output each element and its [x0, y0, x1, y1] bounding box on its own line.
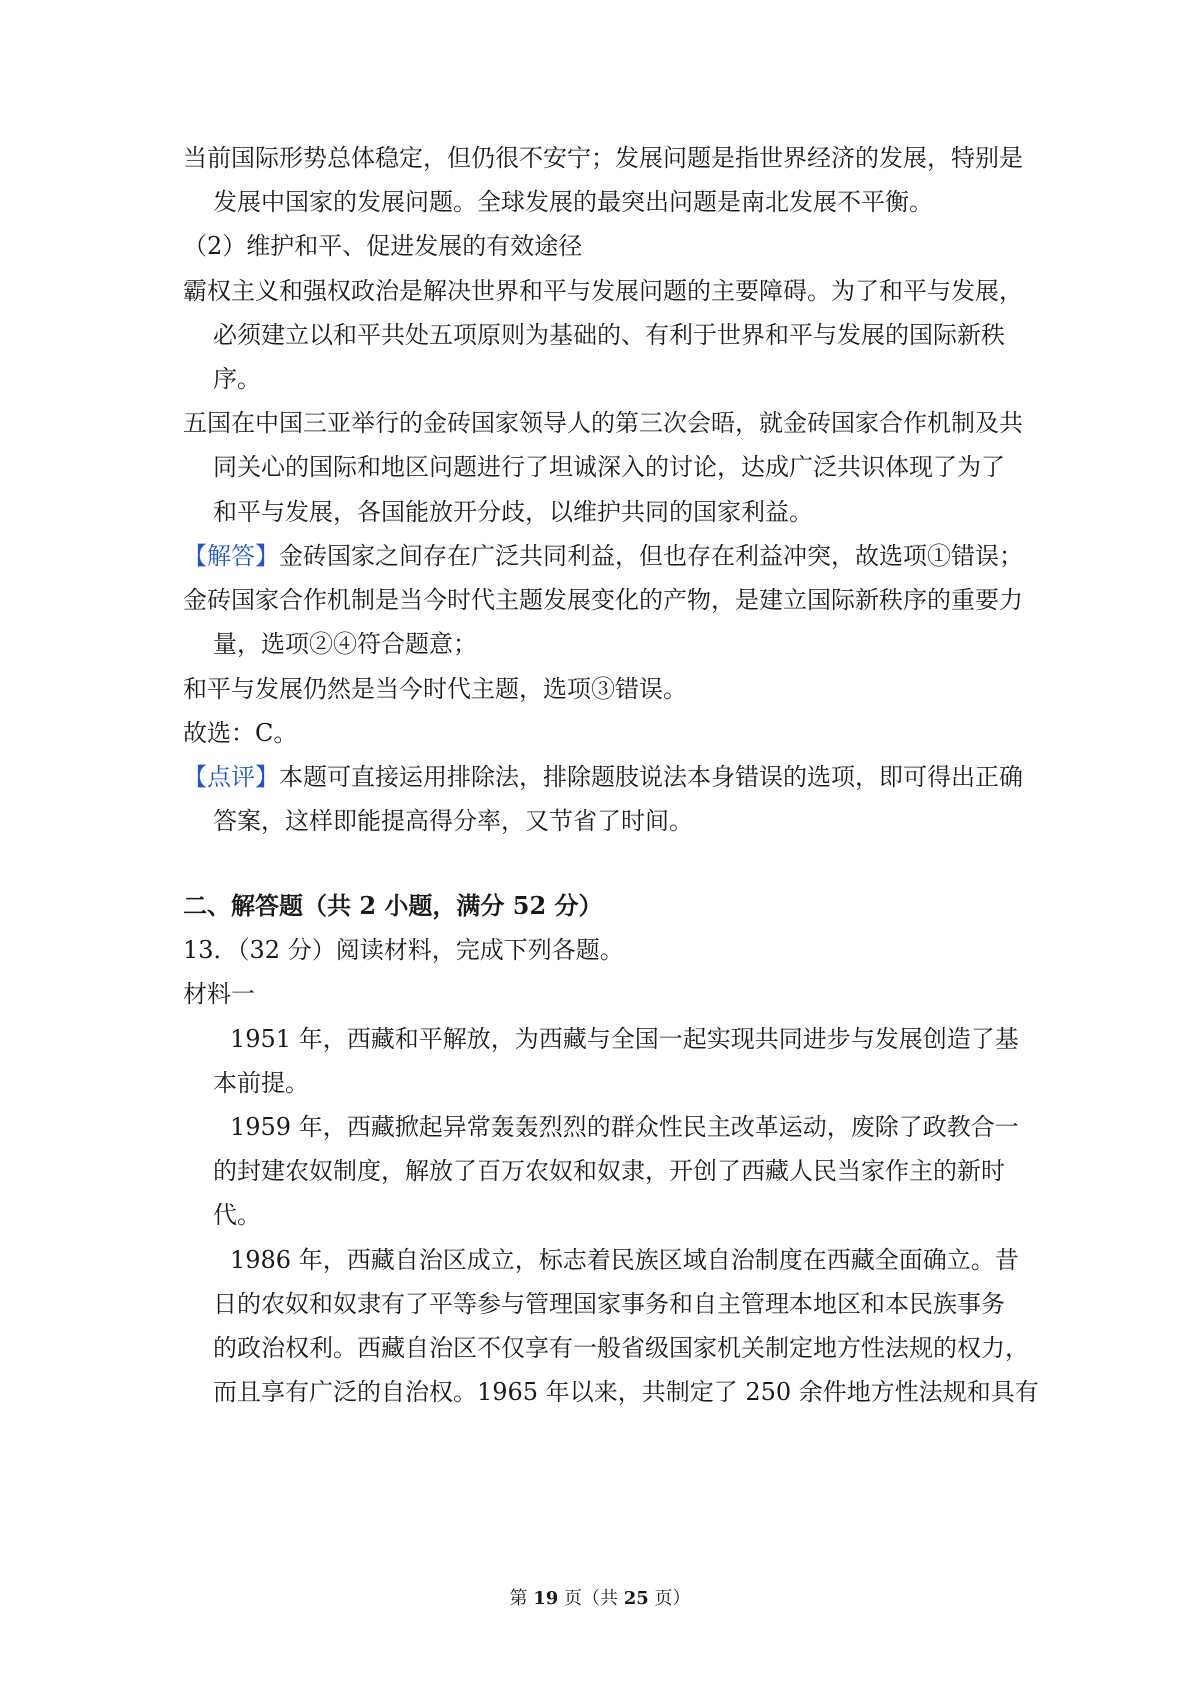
section-heading: 二、解答题（共 2 小题，满分 52 分）	[183, 891, 603, 920]
answer-text: 金砖国家之间存在广泛共同利益，但也存在利益冲突，故选项①错误；	[279, 542, 1023, 570]
answer-line	[183, 541, 1023, 571]
footer-suffix: 页）	[654, 1588, 691, 1609]
material-label: 材料一	[183, 980, 255, 1008]
page-footer	[0, 1587, 1200, 1611]
footer-total-pages: 25	[623, 1588, 649, 1609]
material-line: 的封建农奴制度，解放了百万农奴和奴隶，开创了西藏人民当家作主的新时	[213, 1157, 1005, 1185]
text-line: 金砖国家合作机制是当今时代主题发展变化的产物，是建立国际新秩序的重要力	[183, 586, 1023, 614]
footer-prefix: 第	[509, 1588, 528, 1609]
answer-tag: 【解答】	[183, 542, 279, 570]
comment-line	[183, 762, 1023, 792]
text-line: 霸权主义和强权政治是解决世界和平与发展问题的主要障碍。为了和平与发展，	[183, 277, 1023, 305]
question-title: 13．（32 分）阅读材料，完成下列各题。	[183, 936, 624, 964]
material-line: 本前提。	[213, 1069, 309, 1097]
text-line: 序。	[213, 365, 261, 393]
text-line: 量，选项②④符合题意；	[213, 630, 477, 658]
subheading: （2）维护和平、促进发展的有效途径	[183, 232, 583, 260]
footer-mid: 页（共	[564, 1588, 618, 1609]
material-line: 代。	[213, 1201, 261, 1229]
material-line: 而且享有广泛的自治权。1965 年以来，共制定了 250 余件地方性法规和具有	[213, 1378, 1039, 1406]
material-line: 日的农奴和奴隶有了平等参与管理国家事务和自主管理本地区和本民族事务	[213, 1290, 1005, 1318]
text-line: 必须建立以和平共处五项原则为基础的、有利于世界和平与发展的国际新秩	[213, 321, 1005, 349]
text-line: 当前国际形势总体稳定，但仍很不安宁；发展问题是指世界经济的发展，特别是	[183, 144, 1023, 172]
text-line: 同关心的国际和地区问题进行了坦诚深入的讨论，达成广泛共识体现了为了	[213, 453, 1005, 481]
material-line: 1951 年，西藏和平解放，为西藏与全国一起实现共同进步与发展创造了基	[230, 1025, 1019, 1053]
final-answer: 故选：C。	[183, 719, 298, 747]
text-line: 答案，这样即能提高得分率，又节省了时间。	[213, 807, 693, 835]
text-line: 发展中国家的发展问题。全球发展的最突出问题是南北发展不平衡。	[213, 188, 933, 216]
text-line: 和平与发展，各国能放开分歧，以维护共同的国家利益。	[213, 498, 813, 526]
text-line: 和平与发展仍然是当今时代主题，选项③错误。	[183, 675, 687, 703]
text-line: 五国在中国三亚举行的金砖国家领导人的第三次会晤，就金砖国家合作机制及共	[183, 409, 1023, 437]
comment-text: 本题可直接运用排除法，排除题肢说法本身错误的选项，即可得出正确	[279, 763, 1023, 791]
material-line: 的政治权利。西藏自治区不仅享有一般省级国家机关制定地方性法规的权力，	[213, 1334, 1029, 1362]
material-line: 1959 年，西藏掀起异常轰轰烈烈的群众性民主改革运动，废除了政教合一	[230, 1113, 1019, 1141]
material-line: 1986 年，西藏自治区成立，标志着民族区域自治制度在西藏全面确立。昔	[230, 1246, 1019, 1274]
footer-page-number: 19	[533, 1588, 559, 1609]
comment-tag: 【点评】	[183, 763, 279, 791]
